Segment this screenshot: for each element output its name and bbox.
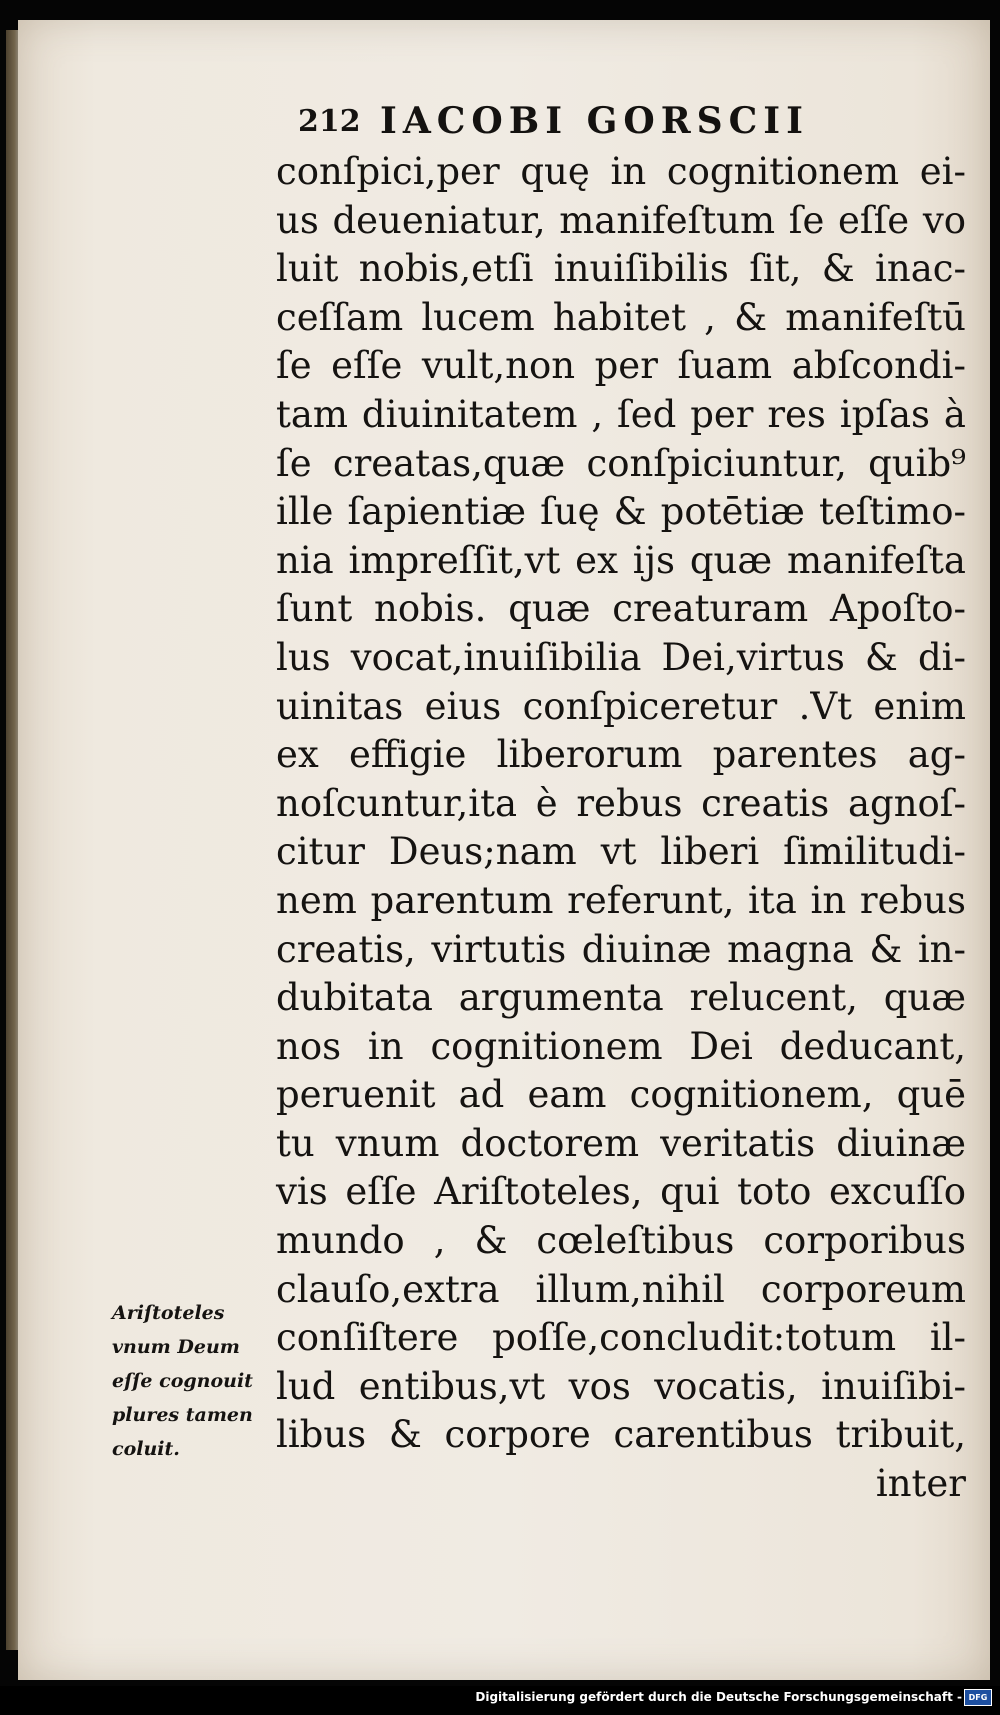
text-line: nem parentum referunt, ita in rebus [276, 878, 966, 922]
running-head: IACOBI GORSCII [380, 100, 809, 142]
text-line: libus & corpore carentibus tribuit, [276, 1413, 966, 1457]
text-line: tu vnum doctorem veritatis diuinæ [276, 1121, 966, 1165]
footer-bar [0, 1686, 1000, 1715]
text-line: conſiſtere poſſe,concludit:totum il- [276, 1316, 966, 1360]
margin-note-line: Ariſtoteles [112, 1302, 225, 1324]
margin-note-line: coluit. [112, 1438, 180, 1460]
text-line: tam diuinitatem , ſed per res ipſas à [276, 392, 966, 436]
text-line: ex effigie liberorum parentes ag- [276, 733, 966, 777]
margin-note [112, 1296, 272, 1466]
margin-note-line: eſſe cognouit [112, 1370, 253, 1392]
text-line: lud entibus,vt vos vocatis, inuiſibi- [276, 1364, 966, 1408]
text-line: citur Deus;nam vt liberi ſimilitudi- [276, 830, 966, 874]
margin-note-line: vnum Deum [112, 1336, 240, 1358]
text-line: vis eſſe Ariſtoteles, qui toto excuſſo [276, 1170, 966, 1214]
text-line: us deueniatur, manifeſtum ſe eſſe vo [276, 198, 966, 242]
text-line: mundo , & cœleſtibus corporibus [276, 1219, 966, 1263]
text-line: ille ſapientiæ ſuę & potētiæ teſtimo- [276, 490, 966, 534]
text-line: clauſo,extra illum,nihil corporeum [276, 1267, 966, 1311]
page-header [298, 100, 858, 140]
text-line: lus vocat,inuiſibilia Dei,virtus & di- [276, 635, 966, 679]
text-line: ſe creatas,quæ conſpiciuntur, quib⁹ [276, 441, 966, 485]
text-line: uinitas eius conſpiceretur .Vt enim [276, 684, 966, 728]
text-line: conſpici,per quę in cognitionem ei- [276, 150, 966, 193]
text-line: ſunt nobis. quæ creaturam Apoſto- [276, 587, 966, 631]
text-line: ſe eſſe vult,non per ſuam abſcondi- [276, 344, 966, 388]
page-number: 212 [298, 104, 361, 139]
text-line: noſcuntur,ita è rebus creatis agnoſ- [276, 781, 966, 825]
text-line: creatis, virtutis diuinæ magna & in- [276, 927, 966, 971]
text-line: nos in cognitionem Dei deducant, [276, 1024, 966, 1068]
dfg-logo-icon: DFG [964, 1689, 992, 1706]
catchword: inter [875, 1462, 966, 1506]
funding-credit: Digitalisierung gefördert durch die Deutsche Forschungsgemeinschaft - [475, 1690, 962, 1704]
body-text [276, 148, 966, 1509]
margin-note-line: plures tamen [112, 1404, 253, 1426]
text-line: ceſſam lucem habitet , & manifeſtū [276, 295, 966, 339]
text-line: nia impreſſit,vt ex ijs quæ manifeſta [276, 538, 966, 582]
text-line: dubitata argumenta relucent, quæ [276, 976, 966, 1020]
text-line: peruenit ad eam cognitionem, quē [276, 1073, 966, 1117]
text-line: luit nobis,etſi inuiſibilis ſit, & inac- [276, 247, 966, 291]
